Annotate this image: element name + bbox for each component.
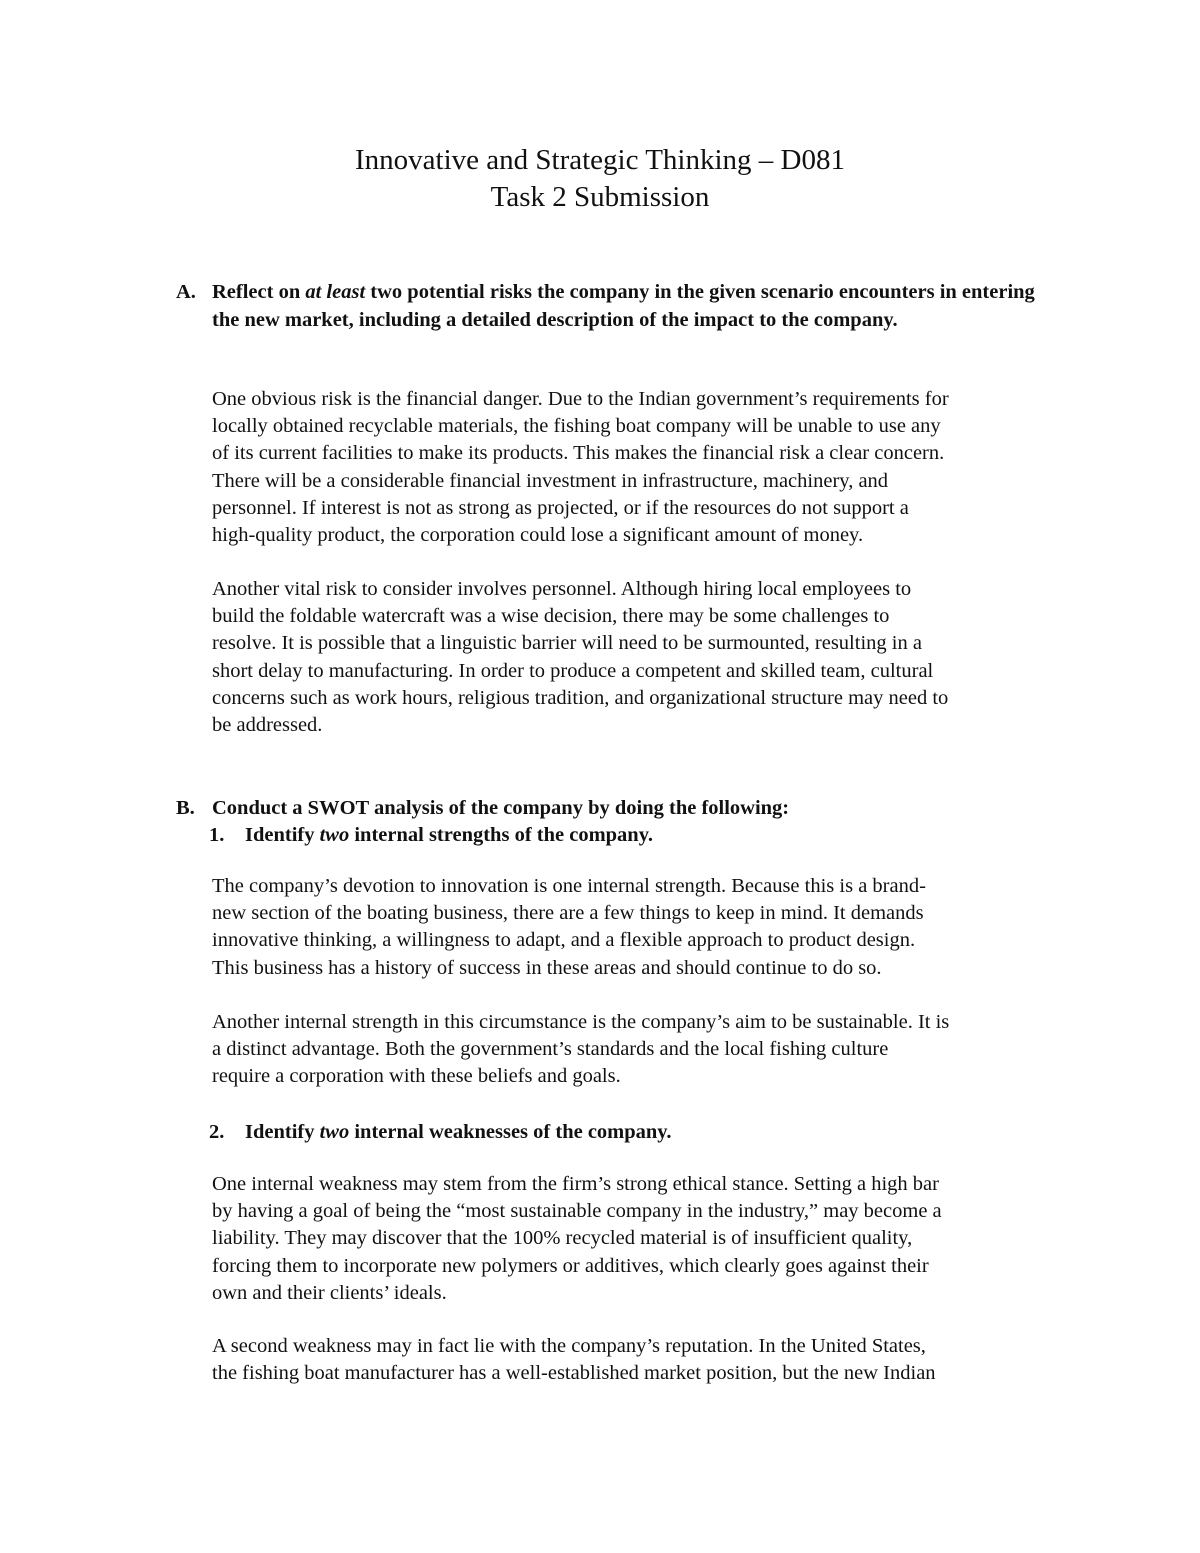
swot-item-strengths [209,821,1045,849]
section-b-heading-text: Conduct a SWOT analysis of the company by doing the following: [212,797,790,819]
swot-item-2-post: internal weaknesses of the company. [349,1121,672,1143]
document-title [0,142,1200,216]
section-a-heading-pre: Reflect on [212,281,306,303]
section-b-marker: B. [176,797,195,819]
section-a-paragraph-1: One obvious risk is the financial danger. Due to the Indian government’s requirements for locally obtained recyclable materials, the fishing boat company will be unable to use any of its current facilities to make its products. This makes the financial risk a clear concern. There will be a considerable financial investment in infrastructure, machinery, and personnel. If interest is not as strong as projected, or if the resources do not support a high-quality product, the corporation could lose a significant amount of money. [212,388,949,547]
section-b-paragraph-2: Another internal strength in this circumstance is the company’s aim to be sustainable. It is a distinct advantage. Both the government’s standards and the local fishing culture require a corporation with these beliefs and goals. [212,1011,950,1088]
section-a-heading-emphasis: at least [305,281,366,303]
swot-item-1-emphasis: two [319,824,350,846]
title-line-1: Innovative and Strategic Thinking – D081 [355,144,845,176]
swot-item-2-number: 2. [209,1121,225,1143]
swot-item-1-pre: Identify [245,824,320,846]
swot-item-2-pre: Identify [245,1121,320,1143]
section-a-marker: A. [176,281,196,303]
section-b-paragraph-3: One internal weakness may stem from the firm’s strong ethical stance. Setting a high bar by having a goal of being the “most sustainable company in the industry,” may become a liability. They may discover that the 100% recycled material is of insufficient quality, forcing them to incorporate new polymers or additives, which clearly goes against their own and their clients’ ideals. [212,1173,942,1304]
title-line-2: Task 2 Submission [490,181,710,213]
section-b-paragraph-4: A second weakness may in fact lie with the company’s reputation. In the United States, the fishing boat manufacturer has a well-established market position, but the new Indian [212,1335,936,1385]
swot-item-weaknesses [209,1118,1045,1146]
section-a-heading [176,278,1062,334]
section-a-heading-post: two potential risks the company in the given scenario encounters in entering the new market, including a detailed description of the impact to the company. [212,281,1035,331]
section-b-heading [176,794,1062,822]
section-b-paragraph-1: The company’s devotion to innovation is one internal strength. Because this is a brand- new section of the boating business, there are a few things to keep in mind. It demands innovative thinking, a willingness to adapt, and a flexible approach to product design. This business has a history of success in these areas and should continue to do so. [212,875,926,979]
swot-item-1-post: internal strengths of the company. [349,824,653,846]
section-a-paragraph-2: Another vital risk to consider involves personnel. Although hiring local employees to build the foldable watercraft was a wise decision, there may be some challenges to resolve. It is possible that a linguistic barrier will need to be surmounted, resulting in a short delay to manufacturing. In order to produce a competent and skilled team, cultural concerns such as work hours, religious tradition, and organizational structure may need to be addressed. [212,578,949,737]
swot-item-2-emphasis: two [319,1121,350,1143]
swot-item-1-number: 1. [209,824,225,846]
